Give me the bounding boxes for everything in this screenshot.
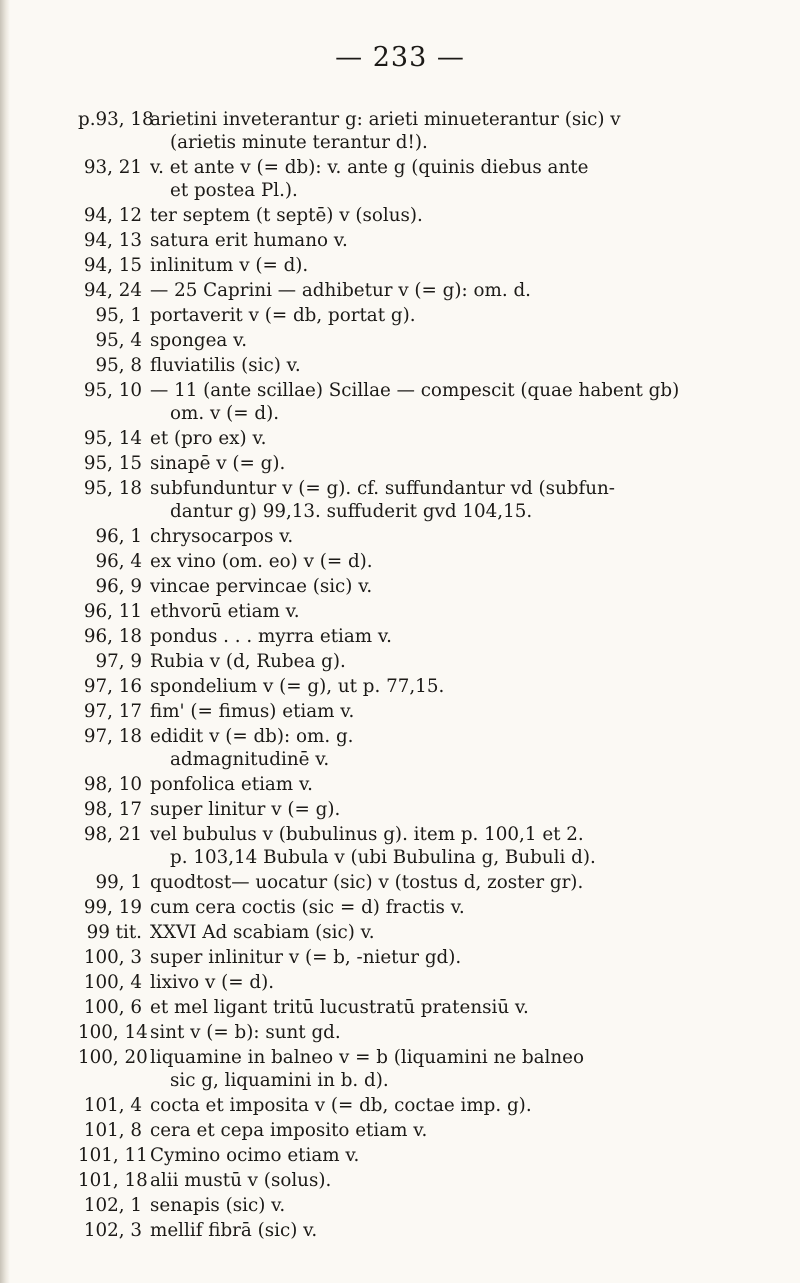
apparatus-entry bbox=[78, 971, 778, 994]
line-reference: 101, 4 bbox=[83, 1095, 142, 1116]
entry-line: alii mustū v (solus). bbox=[150, 1170, 332, 1191]
line-reference: 100, 6 bbox=[83, 997, 142, 1018]
entry-line: — 11 (ante scillae) Scillae — compescit (quae habent gb) bbox=[150, 380, 680, 401]
entry-text bbox=[150, 427, 778, 450]
apparatus-entry bbox=[78, 725, 778, 771]
apparatus-entry bbox=[78, 575, 778, 598]
entry-line: super linitur v (= g). bbox=[150, 799, 341, 820]
line-reference: 96, 18 bbox=[83, 626, 142, 647]
apparatus-entry bbox=[78, 550, 778, 573]
line-reference: 94, 15 bbox=[83, 255, 142, 276]
line-reference: p.93, 18 bbox=[78, 109, 154, 130]
entry-line: liquamine in balneo v = b (liquamini ne balneo bbox=[150, 1047, 584, 1068]
entry-line: p. 103,14 Bubula v (ubi Bubulina g, Bubuli d). bbox=[170, 847, 596, 868]
entry-text bbox=[150, 1119, 778, 1142]
entry-text bbox=[150, 1094, 778, 1117]
entry-line: spongea v. bbox=[150, 330, 248, 351]
apparatus-entry bbox=[78, 108, 778, 154]
line-reference: 97, 16 bbox=[83, 676, 142, 697]
entry-line: satura erit humano v. bbox=[150, 230, 348, 251]
apparatus-entry bbox=[78, 279, 778, 302]
entry-text bbox=[150, 229, 778, 252]
entry-line: cocta et imposita v (= db, coctae imp. g). bbox=[150, 1095, 532, 1116]
apparatus-entry bbox=[78, 798, 778, 821]
entry-line: — 25 Caprini — adhibetur v (= g): om. d. bbox=[150, 280, 531, 301]
line-reference: 94, 24 bbox=[83, 280, 142, 301]
apparatus-entry bbox=[78, 329, 778, 352]
line-reference: 98, 10 bbox=[83, 774, 142, 795]
entry-line: arietini inveterantur g: arieti minueterantur (sic) v bbox=[150, 109, 621, 130]
page-number: — 233 — bbox=[335, 42, 465, 73]
entry-text bbox=[150, 108, 778, 154]
line-reference: 95, 4 bbox=[95, 330, 142, 351]
entry-line: sint v (= b): sunt gd. bbox=[150, 1022, 341, 1043]
line-reference: 102, 1 bbox=[83, 1195, 142, 1216]
apparatus-entry bbox=[78, 1169, 778, 1192]
entry-text bbox=[150, 304, 778, 327]
entry-text bbox=[150, 725, 778, 771]
entry-text bbox=[150, 279, 778, 302]
entry-line: fim' (= fimus) etiam v. bbox=[150, 701, 355, 722]
entry-text bbox=[150, 354, 778, 377]
entry-line: ethvorū etiam v. bbox=[150, 601, 300, 622]
entry-text bbox=[150, 798, 778, 821]
entry-line: Cymino ocimo etiam v. bbox=[150, 1145, 360, 1166]
line-reference: 99 tit. bbox=[86, 922, 142, 943]
apparatus-entry bbox=[78, 1021, 778, 1044]
entry-text bbox=[150, 823, 778, 869]
entry-text bbox=[150, 1046, 778, 1092]
apparatus-entry bbox=[78, 921, 778, 944]
entry-line: Rubia v (d, Rubea g). bbox=[150, 651, 346, 672]
entry-line: vel bubulus v (bubulinus g). item p. 100,1 et 2. bbox=[150, 824, 584, 845]
apparatus-entry bbox=[78, 896, 778, 919]
line-reference: 95, 10 bbox=[83, 380, 142, 401]
entry-text bbox=[150, 996, 778, 1019]
apparatus-entry bbox=[78, 600, 778, 623]
apparatus-entry bbox=[78, 650, 778, 673]
entry-text bbox=[150, 1169, 778, 1192]
line-reference: 98, 17 bbox=[83, 799, 142, 820]
apparatus-entry bbox=[78, 304, 778, 327]
apparatus-entry bbox=[78, 156, 778, 202]
apparatus-entry bbox=[78, 675, 778, 698]
entry-text bbox=[150, 946, 778, 969]
entry-line: et postea Pl.). bbox=[170, 180, 298, 201]
entry-line: et mel ligant tritū lucustratū pratensiū v. bbox=[150, 997, 529, 1018]
entry-text bbox=[150, 650, 778, 673]
apparatus-entry bbox=[78, 1219, 778, 1242]
entry-text bbox=[150, 156, 778, 202]
line-reference: 95, 14 bbox=[83, 428, 142, 449]
entry-text bbox=[150, 1219, 778, 1242]
page-edge-shadow bbox=[0, 0, 10, 1283]
entry-line: super inlinitur v (= b, -nietur gd). bbox=[150, 947, 462, 968]
entry-text bbox=[150, 773, 778, 796]
entry-text bbox=[150, 700, 778, 723]
entry-line: pondus . . . myrra etiam v. bbox=[150, 626, 392, 647]
entry-line: edidit v (= db): om. g. bbox=[150, 726, 354, 747]
line-reference: 95, 1 bbox=[95, 305, 142, 326]
apparatus-entry bbox=[78, 946, 778, 969]
entry-text bbox=[150, 971, 778, 994]
entry-line: ex vino (om. eo) v (= d). bbox=[150, 551, 373, 572]
line-reference: 99, 1 bbox=[95, 872, 142, 893]
apparatus-entry bbox=[78, 871, 778, 894]
apparatus-entry bbox=[78, 823, 778, 869]
line-reference: 96, 4 bbox=[95, 551, 142, 572]
line-reference: 95, 15 bbox=[83, 453, 142, 474]
apparatus-entry bbox=[78, 1046, 778, 1092]
line-reference: 97, 9 bbox=[95, 651, 142, 672]
apparatus-entry bbox=[78, 477, 778, 523]
entry-text bbox=[150, 254, 778, 277]
entry-line: admagnitudinē v. bbox=[170, 749, 330, 770]
entry-text bbox=[150, 1144, 778, 1167]
entry-text bbox=[150, 896, 778, 919]
apparatus-entry bbox=[78, 773, 778, 796]
entry-line: lixivo v (= d). bbox=[150, 972, 275, 993]
entry-line: mellif fibrā (sic) v. bbox=[150, 1220, 318, 1241]
apparatus-entry bbox=[78, 452, 778, 475]
entry-line: quodtost— uocatur (sic) v (tostus d, zoster gr). bbox=[150, 872, 584, 893]
line-reference: 100, 20 bbox=[78, 1047, 148, 1068]
line-reference: 95, 18 bbox=[83, 478, 142, 499]
entry-text bbox=[150, 625, 778, 648]
entry-text bbox=[150, 550, 778, 573]
entry-line: ter septem (t septē) v (solus). bbox=[150, 205, 423, 226]
line-reference: 96, 11 bbox=[83, 601, 142, 622]
line-reference: 102, 3 bbox=[83, 1220, 142, 1241]
entry-line: ponfolica etiam v. bbox=[150, 774, 313, 795]
line-reference: 98, 21 bbox=[83, 824, 142, 845]
apparatus-entry bbox=[78, 700, 778, 723]
entry-line: spondelium v (= g), ut p. 77,15. bbox=[150, 676, 445, 697]
entry-line: XXVI Ad scabiam (sic) v. bbox=[150, 922, 375, 943]
line-reference: 96, 9 bbox=[95, 576, 142, 597]
entry-text bbox=[150, 921, 778, 944]
apparatus-entry bbox=[78, 254, 778, 277]
entry-line: vincae pervincae (sic) v. bbox=[150, 576, 373, 597]
entry-text bbox=[150, 204, 778, 227]
entry-line: (arietis minute terantur d!). bbox=[170, 132, 428, 153]
apparatus-entry bbox=[78, 625, 778, 648]
entry-text bbox=[150, 675, 778, 698]
entry-line: portaverit v (= db, portat g). bbox=[150, 305, 416, 326]
line-reference: 96, 1 bbox=[95, 526, 142, 547]
line-reference: 97, 17 bbox=[83, 701, 142, 722]
entry-text bbox=[150, 575, 778, 598]
apparatus-entry bbox=[78, 1094, 778, 1117]
line-reference: 94, 13 bbox=[83, 230, 142, 251]
entry-line: chrysocarpos v. bbox=[150, 526, 294, 547]
line-reference: 101, 11 bbox=[78, 1145, 148, 1166]
entry-line: cera et cepa imposito etiam v. bbox=[150, 1120, 428, 1141]
apparatus-entry bbox=[78, 354, 778, 377]
entry-line: sinapē v (= g). bbox=[150, 453, 286, 474]
apparatus-entry bbox=[78, 379, 778, 425]
entry-line: et (pro ex) v. bbox=[150, 428, 267, 449]
apparatus-entry bbox=[78, 229, 778, 252]
entry-text bbox=[150, 600, 778, 623]
line-reference: 100, 14 bbox=[78, 1022, 148, 1043]
entry-text bbox=[150, 379, 778, 425]
line-reference: 101, 18 bbox=[78, 1170, 148, 1191]
apparatus-entry bbox=[78, 1119, 778, 1142]
line-reference: 95, 8 bbox=[95, 355, 142, 376]
apparatus-entry bbox=[78, 427, 778, 450]
entry-text bbox=[150, 329, 778, 352]
entry-line: subfunduntur v (= g). cf. suffundantur vd (subfun- bbox=[150, 478, 615, 499]
line-reference: 100, 4 bbox=[83, 972, 142, 993]
apparatus-entry bbox=[78, 996, 778, 1019]
entry-line: senapis (sic) v. bbox=[150, 1195, 286, 1216]
entry-text bbox=[150, 525, 778, 548]
apparatus-entry bbox=[78, 525, 778, 548]
entry-text bbox=[150, 1194, 778, 1217]
entry-line: sic g, liquamini in b. d). bbox=[170, 1070, 389, 1091]
apparatus-entry bbox=[78, 1144, 778, 1167]
line-reference: 99, 19 bbox=[83, 897, 142, 918]
entry-text bbox=[150, 871, 778, 894]
critical-apparatus bbox=[78, 108, 778, 1244]
apparatus-entry bbox=[78, 1194, 778, 1217]
entry-line: fluviatilis (sic) v. bbox=[150, 355, 301, 376]
apparatus-entry bbox=[78, 204, 778, 227]
line-reference: 97, 18 bbox=[83, 726, 142, 747]
entry-line: dantur g) 99,13. suffuderit gvd 104,15. bbox=[170, 501, 533, 522]
entry-line: om. v (= d). bbox=[170, 403, 280, 424]
entry-line: v. et ante v (= db): v. ante g (quinis diebus ante bbox=[150, 157, 589, 178]
entry-line: cum cera coctis (sic = d) fractis v. bbox=[150, 897, 465, 918]
line-reference: 100, 3 bbox=[83, 947, 142, 968]
entry-text bbox=[150, 452, 778, 475]
line-reference: 94, 12 bbox=[83, 205, 142, 226]
line-reference: 101, 8 bbox=[83, 1120, 142, 1141]
entry-line: inlinitum v (= d). bbox=[150, 255, 309, 276]
entry-text bbox=[150, 477, 778, 523]
line-reference: 93, 21 bbox=[83, 157, 142, 178]
entry-text bbox=[150, 1021, 778, 1044]
